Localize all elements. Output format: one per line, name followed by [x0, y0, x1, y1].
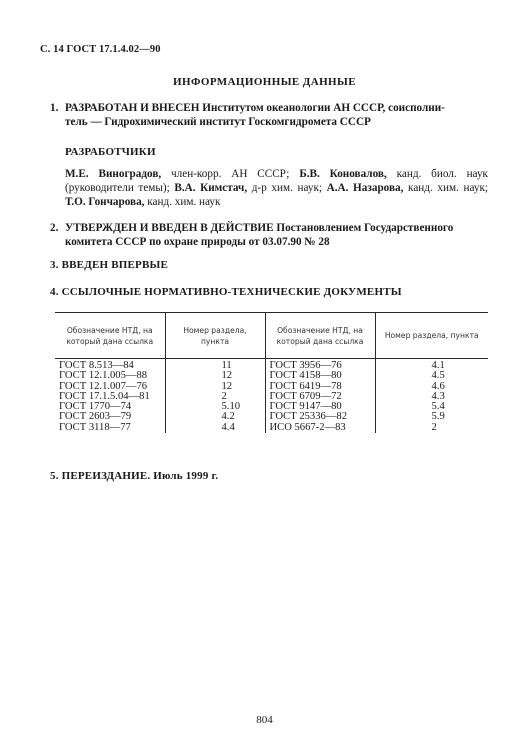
- section-2-number: 2.: [50, 222, 59, 234]
- developer-title: канд. биол. наук (руководители темы);: [65, 168, 488, 194]
- section-number-cell: 4.5: [431, 370, 445, 382]
- page-title: ИНФОРМАЦИОННЫЕ ДАННЫЕ: [173, 76, 356, 88]
- section-2-text-line1: Постановлением Государственного: [276, 222, 454, 234]
- section-2-body: [65, 221, 488, 249]
- section-1-text-line1: Институтом океанологии АН СССР, соисполни-: [202, 102, 445, 114]
- section-1-number: 1.: [50, 102, 59, 114]
- table-header-cell: Номер раздела, пункта: [375, 313, 488, 359]
- section-number-cell: 12: [165, 382, 265, 392]
- developer-title: канд. хим. наук: [144, 196, 221, 208]
- developers-heading: РАЗРАБОТЧИКИ: [65, 146, 156, 158]
- section-number-cell: 5.9: [431, 411, 445, 423]
- table-header-cell: Номер раздела, пункта: [165, 313, 265, 359]
- section-3: 3. ВВЕДЕН ВПЕРВЫЕ: [50, 259, 169, 271]
- page-number: 804: [256, 714, 273, 726]
- document-designation-cell: ГОСТ 3118—77: [55, 423, 165, 433]
- document-designation-cell: ГОСТ 25336—82: [265, 412, 375, 422]
- table-header-row: [55, 313, 488, 359]
- developer-name: А.А. Назарова,: [326, 182, 404, 194]
- document-designation-cell: ГОСТ 1770—74: [55, 402, 165, 412]
- section-2-heading: УТВЕРЖДЕН И ВВЕДЕН В ДЕЙСТВИЕ: [65, 222, 274, 234]
- document-designation-cell: ГОСТ 4158—80: [265, 371, 375, 381]
- table-body: [55, 359, 488, 433]
- developers-list: [65, 167, 488, 209]
- developer-name: Т.О. Гончарова,: [65, 196, 145, 208]
- document-designation-cell: ГОСТ 6709—72: [265, 392, 375, 402]
- section-number-cell: 4.4: [165, 423, 265, 433]
- section-1-text-line2: тель — Гидрохимический институт Госкомгидромета СССР: [65, 116, 371, 128]
- reference-documents-table: [55, 312, 488, 433]
- document-designation-cell: ГОСТ 17.1.5.04—81: [55, 392, 165, 402]
- table-header-cell: Обозначение НТД, на который дана ссылка: [55, 313, 165, 359]
- document-designation-cell: ГОСТ 2603—79: [55, 412, 165, 422]
- developer-name: М.Е. Виноградов,: [65, 168, 162, 180]
- document-designation-cell: ИСО 5667-2—83: [265, 423, 375, 433]
- section-4-heading: 4. ССЫЛОЧНЫЕ НОРМАТИВНО-ТЕХНИЧЕСКИЕ ДОКУМЕНТЫ: [50, 286, 402, 298]
- developer-title: член-корр. АН СССР;: [161, 168, 300, 180]
- section-5: 5. ПЕРЕИЗДАНИЕ. Июль 1999 г.: [50, 470, 219, 482]
- document-designation-cell: ГОСТ 3956—76: [265, 359, 375, 372]
- section-number-cell: 11: [165, 359, 265, 372]
- developer-name: В.А. Кимстач,: [174, 182, 248, 194]
- table-row: [55, 371, 488, 381]
- section-number-cell: 4.6: [431, 380, 445, 392]
- page-header: С. 14 ГОСТ 17.1.4.02—90: [40, 44, 161, 55]
- section-number-cell: 4.3: [431, 390, 445, 402]
- developer-title: канд. хим. наук;: [403, 182, 488, 194]
- section-number-cell: 2: [165, 392, 265, 402]
- document-designation-cell: ГОСТ 8.513—84: [55, 359, 165, 372]
- section-1-body: [65, 101, 488, 129]
- document-designation-cell: ГОСТ 12.1.007—76: [55, 382, 165, 392]
- developer-name: Б.В. Коновалов,: [299, 168, 387, 180]
- section-2-text-line2: комитета СССР по охране природы от 03.07.90 № 28: [65, 236, 330, 248]
- document-designation-cell: ГОСТ 6419—78: [265, 382, 375, 392]
- section-number-cell: 4.2: [165, 412, 265, 422]
- section-number-cell: 5.4: [431, 401, 445, 413]
- document-designation-cell: ГОСТ 12.1.005—88: [55, 371, 165, 381]
- section-number-cell: 2: [431, 421, 437, 433]
- table-header-cell: Обозначение НТД, на который дана ссылка: [265, 313, 375, 359]
- section-number-cell: 4.1: [431, 360, 445, 371]
- section-number-cell: 5.10: [165, 402, 265, 412]
- section-number-cell: 12: [165, 371, 265, 381]
- developer-title: д-р хим. наук;: [247, 182, 327, 194]
- table-row: [55, 423, 488, 433]
- section-1-heading: РАЗРАБОТАН И ВНЕСЕН: [65, 102, 200, 114]
- document-designation-cell: ГОСТ 9147—80: [265, 402, 375, 412]
